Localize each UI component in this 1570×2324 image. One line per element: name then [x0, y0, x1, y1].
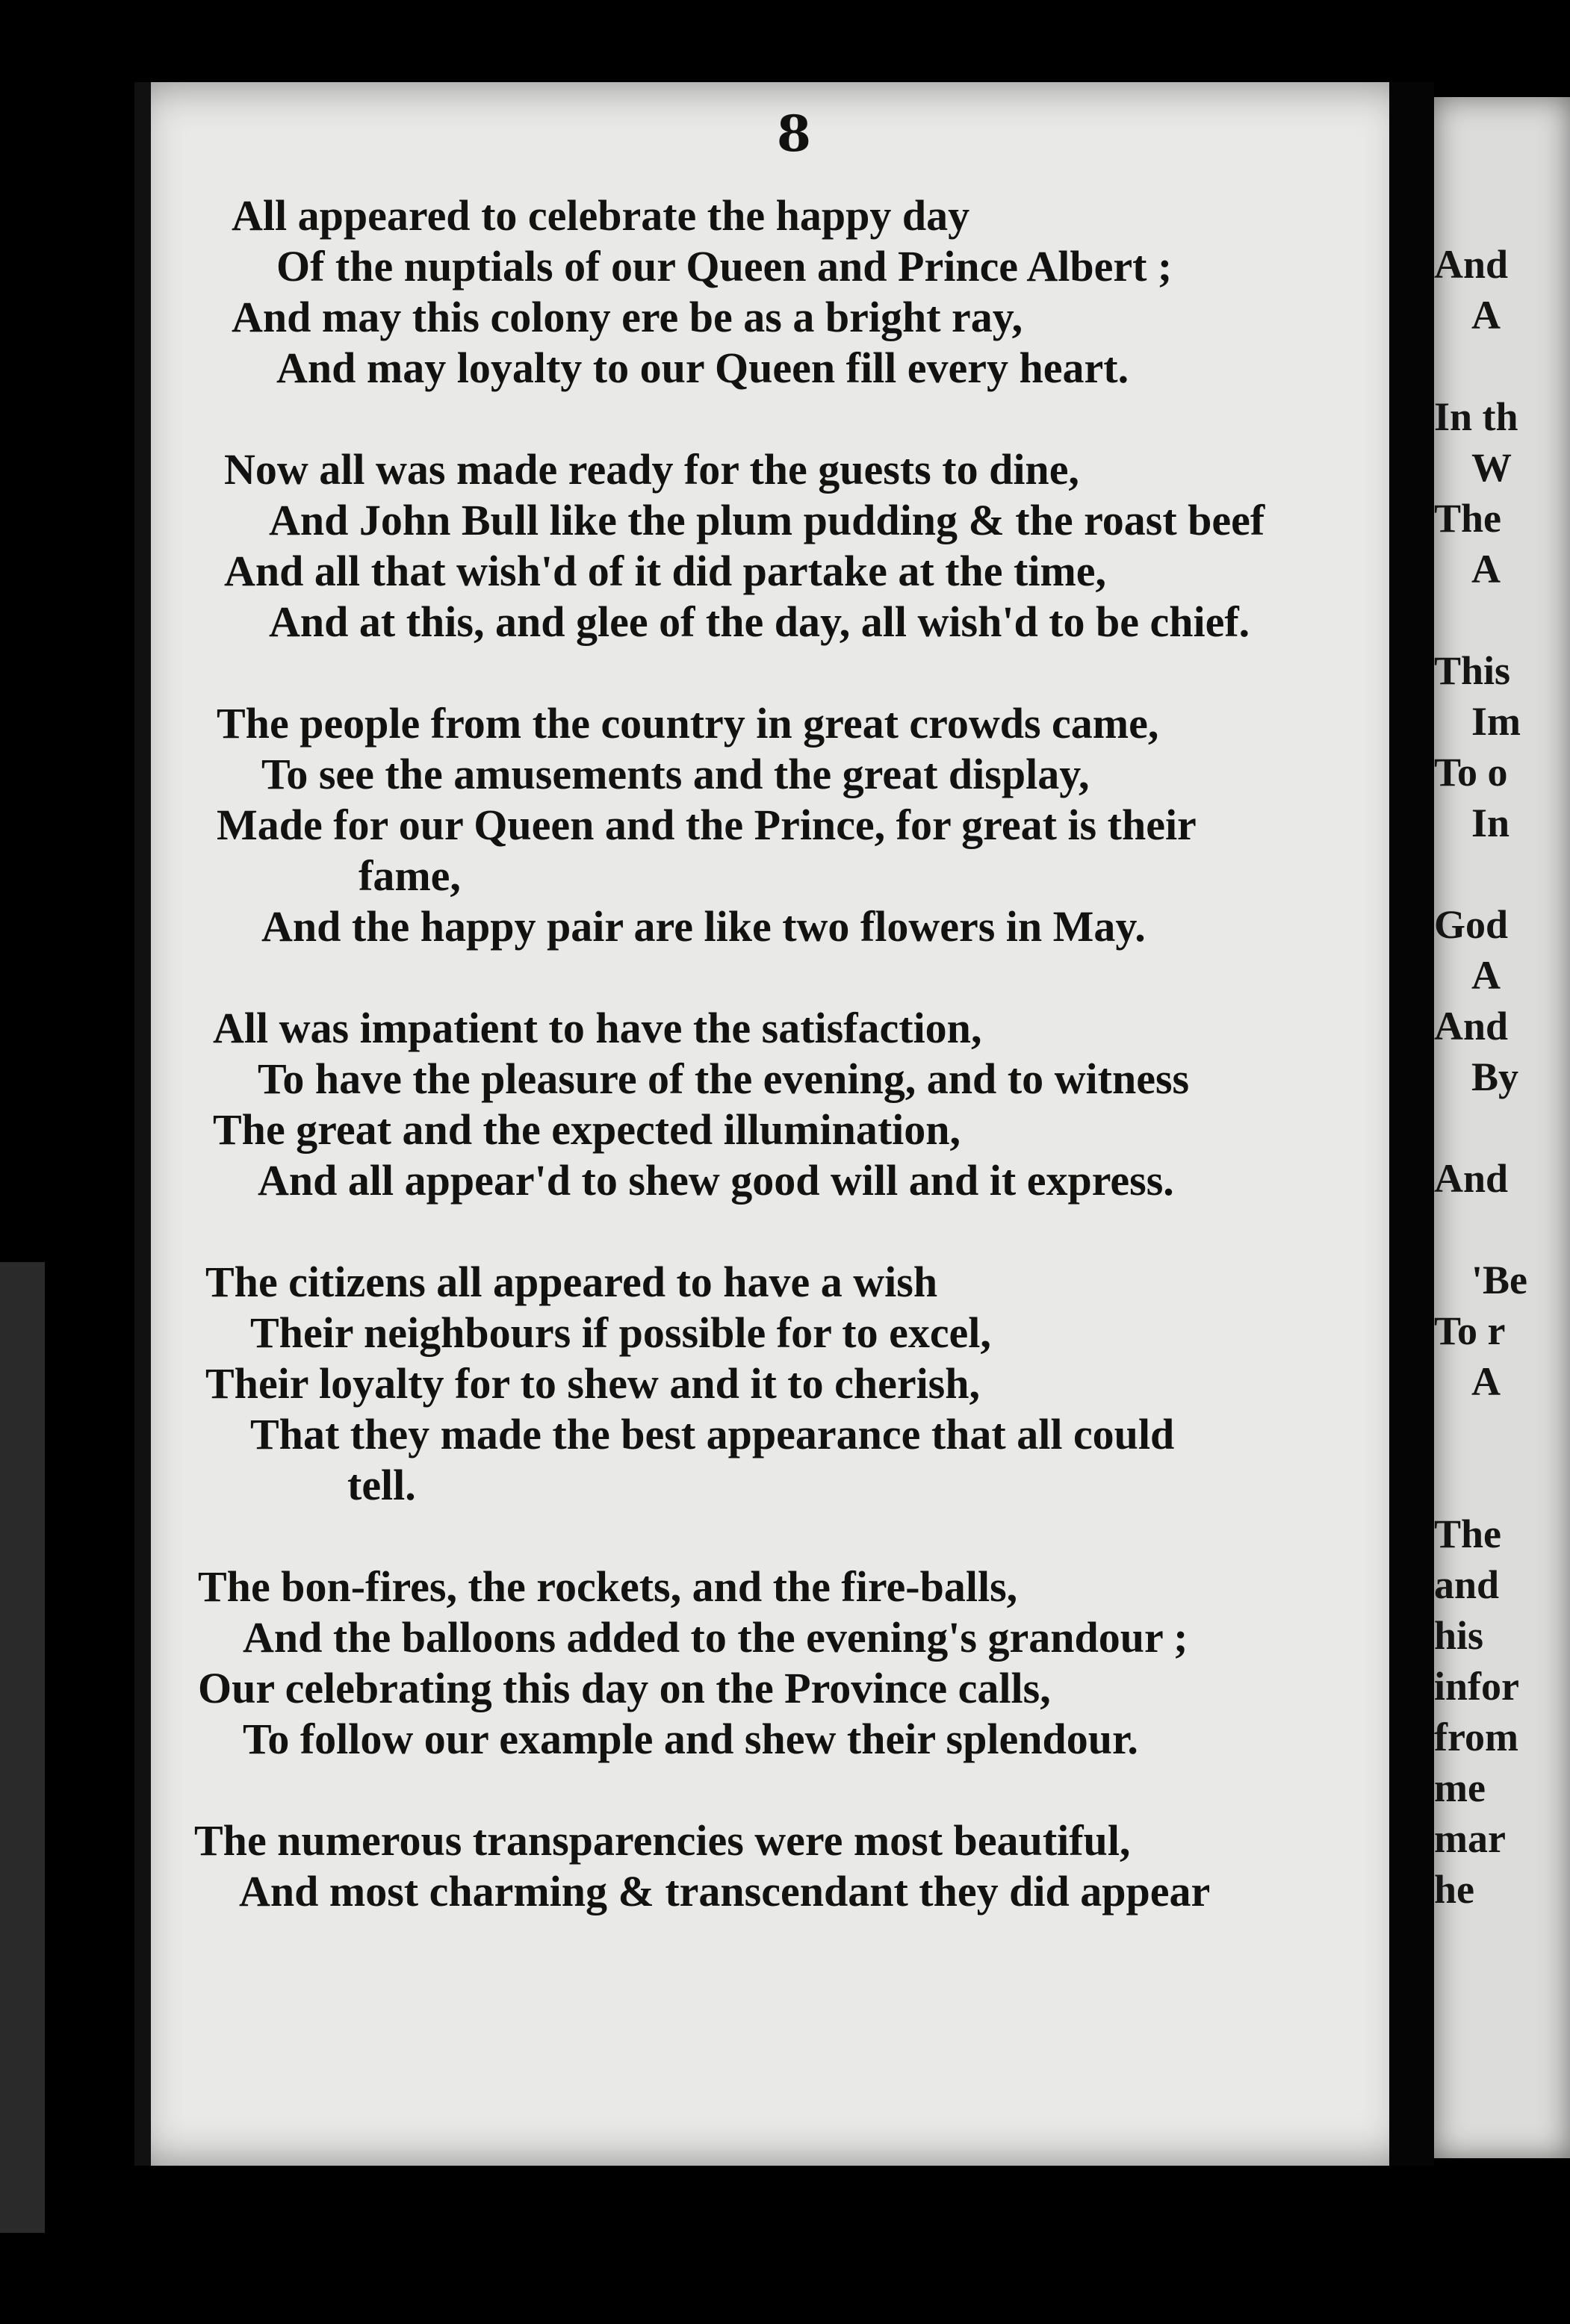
stanza: [213, 1003, 1397, 1206]
stanza: [224, 444, 1397, 647]
verse-line: The bon-fires, the rockets, and the fire-balls,: [198, 1562, 1018, 1611]
facing-line: A: [1471, 547, 1501, 591]
stanza: [198, 1562, 1397, 1765]
facing-line: And: [1434, 1156, 1509, 1201]
stanza: [205, 1257, 1397, 1511]
verse-line: And all that wish'd of it did partake at the time,: [224, 547, 1107, 595]
verse-line: The great and the expected illumination,: [213, 1105, 961, 1154]
facing-line: and: [1434, 1562, 1500, 1607]
facing-line: he: [1434, 1867, 1474, 1912]
facing-line: 'Be: [1471, 1258, 1527, 1302]
verse-line: Their loyalty for to shew and it to cherish,: [205, 1359, 981, 1408]
verse-line: Their neighbours if possible for to excel,: [250, 1308, 991, 1357]
verse-line: All appeared to celebrate the happy day: [232, 191, 970, 240]
scan-edge: [0, 1262, 45, 2233]
facing-line: W: [1471, 445, 1512, 490]
facing-line: his: [1434, 1613, 1484, 1658]
verse-line: All was impatient to have the satisfaction,: [213, 1004, 982, 1052]
facing-line: Im: [1471, 699, 1521, 744]
facing-line: And: [1434, 1004, 1509, 1048]
facing-line: mar: [1434, 1816, 1506, 1861]
facing-line: me: [1434, 1765, 1486, 1810]
verse-line: And may this colony ere be as a bright ray,: [232, 293, 1023, 341]
facing-line: The: [1434, 1511, 1502, 1556]
verse-line: And all appear'd to shew good will and it express.: [258, 1156, 1174, 1205]
verse-line: To have the pleasure of the evening, and to witness: [258, 1054, 1190, 1103]
facing-page: [1434, 97, 1570, 2158]
verse-line: And the balloons added to the evening's grandour ;: [243, 1613, 1188, 1662]
verse-line: tell.: [347, 1461, 416, 1509]
page-number: 8: [777, 105, 811, 163]
facing-line: In th: [1434, 394, 1518, 439]
facing-line: By: [1471, 1054, 1519, 1099]
stanza: [194, 1815, 1397, 1917]
verse-line: Our celebrating this day on the Province calls,: [198, 1664, 1051, 1712]
stanza: [232, 190, 1397, 394]
verse-line: The people from the country in great crowds came,: [217, 699, 1159, 748]
verse-line: And at this, and glee of the day, all wish'd to be chief.: [269, 597, 1250, 646]
verse-line: To see the amusements and the great display,: [261, 750, 1090, 798]
verse-line: To follow our example and shew their splendour.: [243, 1715, 1138, 1763]
facing-line: This: [1434, 648, 1511, 693]
facing-line: The: [1434, 496, 1502, 541]
verse-line: And the happy pair are like two flowers in May.: [261, 902, 1146, 951]
facing-page-text: [1434, 239, 1527, 1915]
verse-line: Made for our Queen and the Prince, for great is their: [217, 801, 1197, 849]
facing-line: In: [1471, 801, 1510, 845]
facing-line: God: [1434, 902, 1509, 947]
facing-line: infor: [1434, 1664, 1519, 1709]
poem-body: [187, 190, 1397, 1968]
facing-line: And: [1434, 242, 1509, 287]
verse-line: Of the nuptials of our Queen and Prince Albert ;: [276, 242, 1173, 290]
stanza: [217, 698, 1397, 952]
verse-line: And most charming & transcendant they did appear: [239, 1867, 1211, 1916]
facing-line: from: [1434, 1715, 1518, 1759]
facing-line: To o: [1434, 750, 1508, 795]
verse-line: Now all was made ready for the guests to dine,: [224, 445, 1079, 494]
verse-line: And may loyalty to our Queen fill every heart.: [276, 344, 1129, 392]
facing-line: A: [1471, 1359, 1501, 1404]
verse-line: The citizens all appeared to have a wish: [205, 1258, 938, 1306]
verse-line: fame,: [359, 851, 461, 900]
facing-line: To r: [1434, 1308, 1506, 1353]
verse-line: The numerous transparencies were most beautiful,: [194, 1816, 1131, 1865]
verse-line: That they made the best appearance that all could: [250, 1410, 1175, 1458]
facing-line: A: [1471, 293, 1501, 338]
facing-line: A: [1471, 953, 1501, 998]
verse-line: And John Bull like the plum pudding & the roast beef: [269, 496, 1265, 544]
